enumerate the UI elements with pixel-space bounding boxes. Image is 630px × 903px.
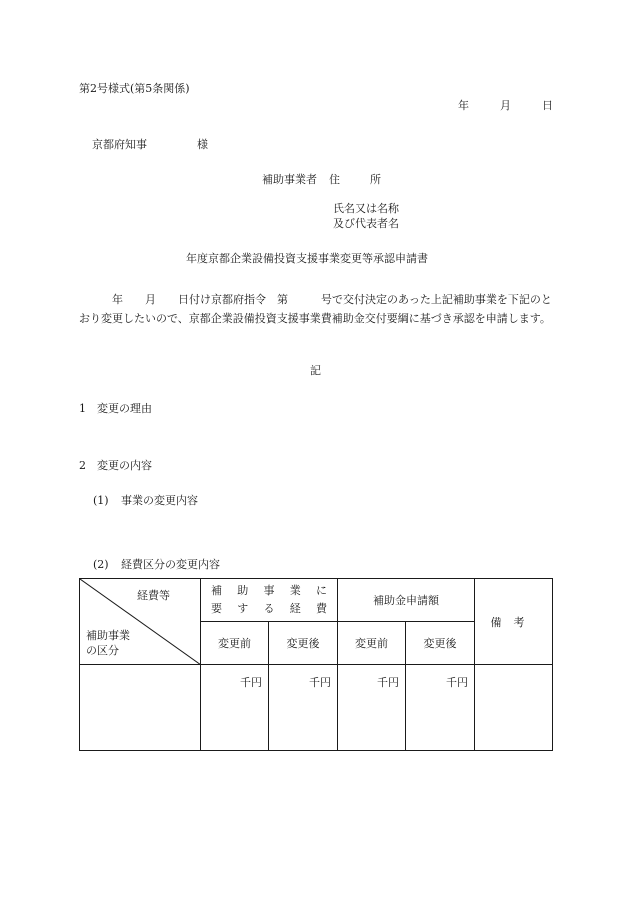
applicant-label xyxy=(262,174,411,185)
addressee-name: 京都府知事 xyxy=(92,138,147,151)
project-cost-header-line-2: 要する経費 xyxy=(211,602,327,615)
project-cost-header xyxy=(201,579,338,622)
cost-change-table xyxy=(79,578,553,751)
addressee-honorific: 様 xyxy=(197,138,208,151)
request-body-text: 年 月 日付け京都府指令 第 号で交付決定のあった上記補助事業を下記のとおり変更したいので、京都企業設備投資支援事業費補助金交付要綱に基づき承認を申請します。 xyxy=(79,293,552,325)
section-1-label: 変更の理由 xyxy=(97,402,152,415)
section-1-number: 1 xyxy=(79,402,86,415)
subsidy-after-value: 千円 xyxy=(406,665,475,751)
category-cell xyxy=(80,665,201,751)
applicant-title: 補助事業者 xyxy=(262,173,317,186)
section-2-number: 2 xyxy=(79,459,86,472)
subsection-2-label: 経費区分の変更内容 xyxy=(121,558,220,571)
diagonal-header-cell xyxy=(80,579,201,665)
date-month: 月 xyxy=(500,99,511,112)
subsection-1-label: 事業の変更内容 xyxy=(121,494,198,507)
applicant-name-label-2: 及び代表者名 xyxy=(333,217,399,230)
subsidy-amount-header: 補助金申請額 xyxy=(338,579,475,622)
subsidy-before-value: 千円 xyxy=(338,665,406,751)
subsection-2 xyxy=(93,559,220,570)
diag-top-label: 経費等 xyxy=(137,589,170,602)
subsidy-after-header: 変更後 xyxy=(406,622,475,665)
address-label: 住所 xyxy=(329,173,411,186)
cost-after-header: 変更後 xyxy=(269,622,338,665)
ki-heading: 記 xyxy=(310,364,321,377)
cost-after-value: 千円 xyxy=(269,665,338,751)
subsection-2-number: (2) xyxy=(93,558,109,571)
diag-bottom-line-1: 補助事業 xyxy=(86,629,130,642)
form-number: 第2号様式(第5条関係) xyxy=(79,82,190,95)
subsidy-before-header: 変更前 xyxy=(338,622,406,665)
cost-before-header: 変更前 xyxy=(201,622,269,665)
remarks-cell xyxy=(475,665,553,751)
section-2 xyxy=(79,460,152,471)
date-year: 年 xyxy=(458,99,469,112)
project-cost-header-line-1: 補助事業に xyxy=(211,584,327,597)
subsection-1-number: (1) xyxy=(93,494,109,507)
section-1 xyxy=(79,403,152,414)
diag-bottom-label xyxy=(86,628,130,658)
section-2-label: 変更の内容 xyxy=(97,459,152,472)
date-line xyxy=(458,100,553,111)
subsection-1 xyxy=(93,495,198,506)
document-title: 年度京都企業設備投資支援事業変更等承認申請書 xyxy=(186,252,428,265)
applicant-name-label-1: 氏名又は名称 xyxy=(333,202,399,215)
addressee xyxy=(92,139,208,150)
date-day: 日 xyxy=(542,99,553,112)
cost-before-value: 千円 xyxy=(201,665,269,751)
diag-bottom-line-2: の区分 xyxy=(86,644,119,657)
remarks-header: 備考 xyxy=(475,579,553,665)
